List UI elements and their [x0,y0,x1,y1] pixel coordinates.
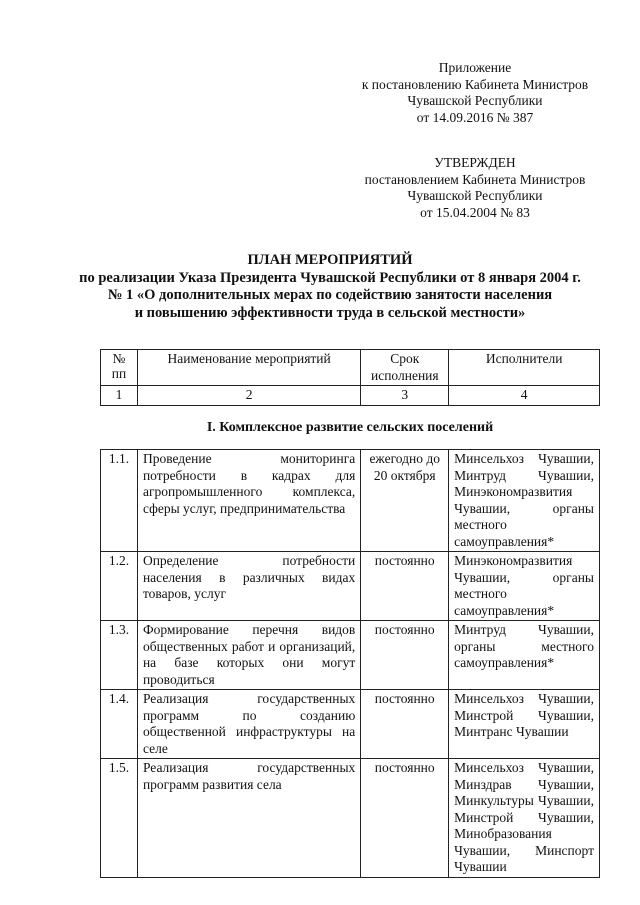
appendix-line: от 14.09.2016 № 387 [416,109,534,125]
header-name: Наименование мероприятий [137,350,360,386]
row-executors: Минсельхоз Чувашии, Минстрой Чувашии, Минтранс Чувашии [449,690,600,759]
row-number: 1.3. [101,621,138,690]
row-activity: Определение потребности населения в различных видах товаров, услуг [137,552,360,621]
row-activity: Реализация государственных программ по созданию общественной инфраструктуры на селе [137,690,360,759]
header-term-line: исполнения [370,367,439,383]
plan-title-line: и повышению эффективности труда в сельской местности» [134,304,526,321]
approved-block [350,155,600,221]
row-number: 1.2. [101,552,138,621]
row-term: постоянно [361,759,449,878]
header-num [101,350,138,386]
appendix-block [350,60,600,126]
row-number: 1.1. [101,450,138,552]
header-term [361,350,449,386]
table-row [101,621,600,690]
plan-title-line: ПЛАН МЕРОПРИЯТИЙ [247,252,413,268]
approved-line: от 15.04.2004 № 83 [420,204,530,220]
row-activity: Проведение мониторинга потребности в кадрах для агропромышленного комплекса, сферы услуг, предпринимательства [137,450,360,552]
row-term: ежегодно до 20 октября [361,450,449,552]
header-num-line: № [112,351,126,366]
row-executors: Минсельхоз Чувашии, Минтруд Чувашии, Минэкономразвития Чувашии, органы местного самоуправления* [449,450,600,552]
plan-title-line: по реализации Указа Президента Чувашской Республики от 8 января 2004 г. [79,269,581,286]
header-executors: Исполнители [449,350,600,386]
row-executors: Минэкономразвития Чувашии, органы местного самоуправления* [449,552,600,621]
column-number: 2 [137,386,360,406]
row-activity: Реализация государственных программ развития села [137,759,360,878]
section-title: I. Комплексное развитие сельских поселений [206,420,494,435]
approved-line: постановлением Кабинета Министров [364,171,586,187]
row-executors: Минтруд Чувашии, органы местного самоуправления* [449,621,600,690]
appendix-line: Чувашской Республики [407,93,543,108]
column-number: 3 [361,386,449,406]
column-number: 1 [101,386,138,406]
row-term: постоянно [361,690,449,759]
row-number: 1.5. [101,759,138,878]
table-row [101,690,600,759]
approved-line: УТВЕРЖДЕН [434,155,516,170]
appendix-line: Приложение [438,60,512,75]
row-term: постоянно [361,552,449,621]
plan-title-line: № 1 «О дополнительных мерах по содействию занятости населения [107,287,553,303]
row-number: 1.4. [101,690,138,759]
header-term-line: Срок [390,351,420,366]
column-number-row [101,386,600,406]
column-number: 4 [449,386,600,406]
row-term: постоянно [361,621,449,690]
plan-title [60,252,600,322]
plan-table [100,449,600,878]
table-row [101,450,600,552]
approved-line: Чувашской Республики [407,188,543,203]
header-num-line: пп [111,366,127,381]
table-header [100,349,600,406]
table-row [101,759,600,878]
table-row [101,552,600,621]
row-executors: Минсельхоз Чувашии, Минздрав Чувашии, Минкультуры Чувашии, Минстрой Чувашии, Минобразования Чувашии, Минспорт Чувашии [449,759,600,878]
header-row [101,350,600,386]
appendix-line: к постановлению Кабинета Министров [361,76,589,92]
row-activity: Формирование перечня видов общественных работ и организаций, на базе которых они могут проводиться [137,621,360,690]
